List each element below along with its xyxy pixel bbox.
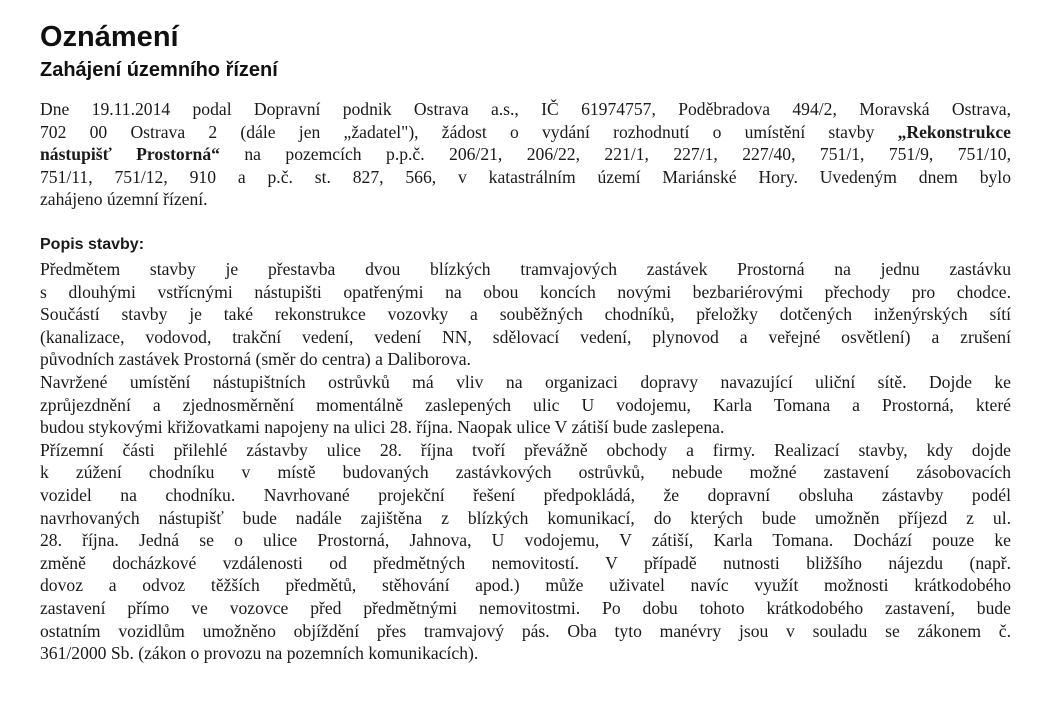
description-line: původních zastávek Prostorná (směr do centra) a Daliborova. <box>40 349 471 370</box>
notice-subtitle: Zahájení územního řízení <box>40 59 278 81</box>
description-line: zastavení přímo ve vozovce před předmětnými nemovitostmi. Po dobu tohoto krátkodobého zastavení, bude <box>40 597 1011 618</box>
project-name: nástupišť Prostorná“ <box>40 144 220 165</box>
description-line: ostatním vozidlům umožněno objíždění přes tramvajový pás. Oba tyto manévry jsou v souladu se zákonem č. <box>40 620 1011 641</box>
intro-line: zahájeno územní řízení. <box>40 189 208 210</box>
description-paragraph <box>40 258 1011 665</box>
description-line: Součástí stavby je také rekonstrukce vozovky a souběžných chodníků, přeložky dotčených inženýrských sítí <box>40 304 1011 325</box>
description-line: Předmětem stavby je přestavba dvou blízkých tramvajových zastávek Prostorná na jednu zastávku <box>40 259 1011 279</box>
description-line: Přízemní části přilehlé zástavby ulice 28. října tvoří převážně obchody a firmy. Realizací stavby, kdy dojde <box>40 439 1011 460</box>
intro-line: 751/11, 751/12, 910 a p.č. st. 827, 566, v katastrálním území Mariánské Hory. Uvedeným dnem bylo <box>40 166 1011 187</box>
intro-paragraph <box>40 98 1011 211</box>
description-line: navrhovaných nástupišť bude nadále zajištěna z blízkých komunikací, do kterých bude umožněn příjezd z ul. <box>40 507 1011 528</box>
section-heading: Popis stavby: <box>40 236 145 253</box>
description-line: 28. října. Jedná se o ulice Prostorná, Jahnova, U vodojemu, V zátiší, Karla Tomana. Dochází pouze ke <box>40 530 1011 551</box>
description-line: Navržené umístění nástupištních ostrůvků má vliv na organizaci dopravy navazující uliční sítě. Dojde ke <box>40 371 1011 392</box>
description-line: 361/2000 Sb. (zákon o provozu na pozemních komunikacích). <box>40 643 479 664</box>
project-name: „Rekonstrukce <box>897 121 1011 142</box>
description-line: dovoz a odvoz těžších předmětů, stěhování apod.) může uživatel navíc využít možnosti krátkodobého <box>40 575 1011 596</box>
description-line: s dlouhými vstřícnými nástupišti opatřenými na obou koncích novými bezbariérovými přechody pro chodce. <box>40 281 1011 302</box>
description-line: budou stykovými křižovatkami napojeny na ulici 28. října. Naopak ulice V zátiší bude zaslepena. <box>40 417 725 438</box>
intro-line: nástupišť Prostorná“ na pozemcích p.p.č. 206/21, 206/22, 221/1, 227/1, 227/40, 751/1, 751/9, 751/10, <box>40 144 1012 165</box>
intro-line: 702 00 Ostrava 2 (dále jen „žadatel"), žádost o vydání rozhodnutí o umístění stavby „Rekonstrukce <box>40 121 1011 142</box>
description-line: (kanalizace, vodovod, trakční vedení, vedení NN, sdělovací vedení, plynovod a veřejné osvětlení) a zrušení <box>40 326 1011 347</box>
description-line: zprůjezdnění a zjednosměrnění momentálně zaslepených ulic U vodojemu, Karla Tomana a Prostorná, které <box>40 394 1011 415</box>
notice-title: Oznámení <box>40 21 179 53</box>
description-line: k zúžení chodníku v místě budovaných zastávkových ostrůvků, nebude možné zastavení zásobovacích <box>40 462 1011 483</box>
intro-line: Dne 19.11.2014 podal Dopravní podnik Ostrava a.s., IČ 61974757, Poděbradova 494/2, Moravská Ostrava, <box>40 99 1011 119</box>
description-line: vozidel na chodníku. Navrhované projekční řešení předpokládá, že dopravní obsluha zástavby podél <box>40 484 1011 505</box>
description-line: změně docházkové vzdálenosti od předmětných nemovitostí. V případě nutnosti bližšího nájezdu (např. <box>40 552 1011 573</box>
